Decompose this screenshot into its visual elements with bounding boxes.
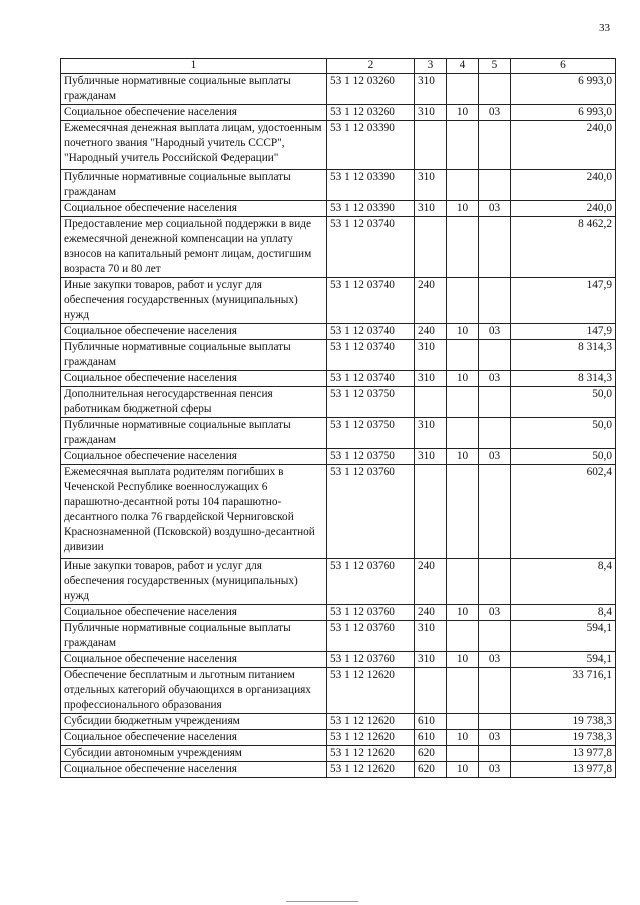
row-vr [415,217,447,278]
table-header [61,59,616,74]
row-vr: 310 [415,418,447,449]
row-vr: 310 [415,170,447,201]
row-sum: 8 462,2 [511,217,616,278]
row-pr: 03 [479,605,511,621]
row-sum: 33 716,1 [511,668,616,714]
row-name: Социальное обеспечение населения [61,652,327,668]
row-rz [447,170,479,201]
row-rz [447,74,479,105]
row-vr: 240 [415,278,447,324]
row-rz [447,278,479,324]
table-row [61,340,616,371]
row-rz: 10 [447,371,479,387]
row-code: 53 1 12 03390 [327,201,415,217]
row-vr: 240 [415,559,447,605]
row-code: 53 1 12 12620 [327,714,415,730]
table-row [61,762,616,778]
table-body [61,74,616,778]
row-vr: 240 [415,605,447,621]
row-name: Публичные нормативные социальные выплаты гражданам [61,170,327,201]
row-pr [479,746,511,762]
row-pr [479,170,511,201]
row-pr: 03 [479,371,511,387]
table-row [61,170,616,201]
row-name: Предоставление мер социальной поддержки в виде ежемесячной денежной компенсации на уплату взносов на капитальный ремонт лицам, достигшим возраста 70 и 80 лет [61,217,327,278]
table-row [61,278,616,324]
row-sum: 50,0 [511,449,616,465]
row-vr [415,668,447,714]
table-row [61,371,616,387]
row-sum: 19 738,3 [511,714,616,730]
table-row [61,324,616,340]
table-row [61,559,616,605]
row-name: Социальное обеспечение населения [61,449,327,465]
row-vr: 310 [415,621,447,652]
header-col-sum: 6 [511,59,616,74]
row-code: 53 1 12 03390 [327,170,415,201]
row-pr [479,340,511,371]
table-row [61,418,616,449]
row-rz [447,217,479,278]
row-sum: 50,0 [511,387,616,418]
row-code: 53 1 12 03740 [327,340,415,371]
row-sum: 602,4 [511,465,616,559]
row-sum: 19 738,3 [511,730,616,746]
row-code: 53 1 12 03750 [327,418,415,449]
row-name: Обеспечение бесплатным и льготным питанием отдельных категорий обучающихся в организациях профессионального образования [61,668,327,714]
row-rz: 10 [447,105,479,121]
table-row [61,465,616,559]
table-row [61,121,616,170]
row-rz: 10 [447,730,479,746]
row-rz [447,121,479,170]
row-rz [447,559,479,605]
row-sum: 8,4 [511,559,616,605]
row-pr: 03 [479,652,511,668]
row-name: Публичные нормативные социальные выплаты гражданам [61,418,327,449]
row-name: Социальное обеспечение населения [61,605,327,621]
row-code: 53 1 12 03740 [327,371,415,387]
row-sum: 147,9 [511,324,616,340]
row-vr [415,121,447,170]
row-rz [447,387,479,418]
header-col-vr: 3 [415,59,447,74]
row-sum: 13 977,8 [511,762,616,778]
row-code: 53 1 12 03760 [327,652,415,668]
row-pr: 03 [479,201,511,217]
table-row [61,746,616,762]
row-code: 53 1 12 12620 [327,746,415,762]
table-row [61,605,616,621]
row-pr: 03 [479,324,511,340]
row-pr [479,621,511,652]
row-code: 53 1 12 03760 [327,605,415,621]
row-name: Социальное обеспечение населения [61,324,327,340]
row-sum: 50,0 [511,418,616,449]
row-code: 53 1 12 12620 [327,668,415,714]
row-vr: 310 [415,340,447,371]
row-pr: 03 [479,730,511,746]
row-pr [479,387,511,418]
table-row [61,714,616,730]
row-code: 53 1 12 03740 [327,278,415,324]
row-sum: 594,1 [511,621,616,652]
row-rz [447,418,479,449]
row-rz: 10 [447,762,479,778]
row-name: Публичные нормативные социальные выплаты гражданам [61,74,327,105]
row-name: Иные закупки товаров, работ и услуг для обеспечения государственных (муниципальных) нужд [61,278,327,324]
row-code: 53 1 12 03750 [327,449,415,465]
row-vr: 620 [415,746,447,762]
row-pr [479,714,511,730]
row-name: Ежемесячная денежная выплата лицам, удостоенным почетного звания "Народный учитель СССР", "Народный учитель Российской Федерации" [61,121,327,170]
page-number: 33 [599,22,610,34]
budget-table [60,58,616,778]
row-code: 53 1 12 03760 [327,559,415,605]
row-name: Публичные нормативные социальные выплаты гражданам [61,621,327,652]
row-name: Социальное обеспечение населения [61,730,327,746]
row-name: Социальное обеспечение населения [61,105,327,121]
row-code: 53 1 12 03260 [327,74,415,105]
row-pr: 03 [479,105,511,121]
row-sum: 8 314,3 [511,340,616,371]
row-name: Субсидии бюджетным учреждениям [61,714,327,730]
row-name: Социальное обеспечение населения [61,371,327,387]
row-name: Социальное обеспечение населения [61,201,327,217]
row-code: 53 1 12 03760 [327,465,415,559]
row-code: 53 1 12 12620 [327,730,415,746]
row-code: 53 1 12 03740 [327,217,415,278]
row-vr: 310 [415,74,447,105]
row-rz: 10 [447,324,479,340]
row-vr: 310 [415,105,447,121]
row-sum: 147,9 [511,278,616,324]
row-rz [447,714,479,730]
row-rz [447,746,479,762]
row-pr: 03 [479,449,511,465]
table-row [61,201,616,217]
row-sum: 240,0 [511,201,616,217]
row-code: 53 1 12 03260 [327,105,415,121]
row-sum: 8,4 [511,605,616,621]
row-vr: 310 [415,371,447,387]
table-row [61,668,616,714]
row-vr [415,387,447,418]
row-vr: 610 [415,714,447,730]
header-col-pr: 5 [479,59,511,74]
row-pr [479,559,511,605]
row-code: 53 1 12 03760 [327,621,415,652]
row-code: 53 1 12 03390 [327,121,415,170]
row-rz [447,668,479,714]
row-sum: 6 993,0 [511,105,616,121]
row-sum: 240,0 [511,170,616,201]
table-row [61,105,616,121]
table-row [61,74,616,105]
table-row [61,652,616,668]
header-col-code: 2 [327,59,415,74]
table-row [61,449,616,465]
table-row [61,621,616,652]
table-row [61,217,616,278]
row-pr [479,418,511,449]
table-row [61,387,616,418]
row-vr: 610 [415,730,447,746]
row-pr: 03 [479,762,511,778]
header-col-rz: 4 [447,59,479,74]
row-pr [479,217,511,278]
row-rz: 10 [447,605,479,621]
row-code: 53 1 12 12620 [327,762,415,778]
row-rz [447,340,479,371]
table-row [61,730,616,746]
row-vr: 620 [415,762,447,778]
row-code: 53 1 12 03740 [327,324,415,340]
row-vr: 310 [415,201,447,217]
row-sum: 240,0 [511,121,616,170]
row-sum: 13 977,8 [511,746,616,762]
row-vr: 310 [415,652,447,668]
row-code: 53 1 12 03750 [327,387,415,418]
row-vr: 310 [415,449,447,465]
row-pr [479,121,511,170]
row-rz [447,465,479,559]
row-sum: 594,1 [511,652,616,668]
row-pr [479,668,511,714]
row-name: Иные закупки товаров, работ и услуг для обеспечения государственных (муниципальных) нужд [61,559,327,605]
row-name: Публичные нормативные социальные выплаты гражданам [61,340,327,371]
row-sum: 8 314,3 [511,371,616,387]
row-pr [479,74,511,105]
row-vr: 240 [415,324,447,340]
row-name: Дополнительная негосударственная пенсия работникам бюджетной сферы [61,387,327,418]
row-rz [447,621,479,652]
row-name: Социальное обеспечение населения [61,762,327,778]
row-pr [479,465,511,559]
header-col-name: 1 [61,59,327,74]
row-vr [415,465,447,559]
row-name: Ежемесячная выплата родителям погибших в Чеченской Республике военнослужащих 6 парашютно-десантной роты 104 парашютно-десантного полка 76 гвардейской Черниговской Краснознаменной (Псковской) воздушно-десантной дивизии [61,465,327,559]
row-rz: 10 [447,652,479,668]
row-sum: 6 993,0 [511,74,616,105]
row-rz: 10 [447,201,479,217]
row-pr [479,278,511,324]
bottom-rule [286,901,358,902]
row-name: Субсидии автономным учреждениям [61,746,327,762]
row-rz: 10 [447,449,479,465]
